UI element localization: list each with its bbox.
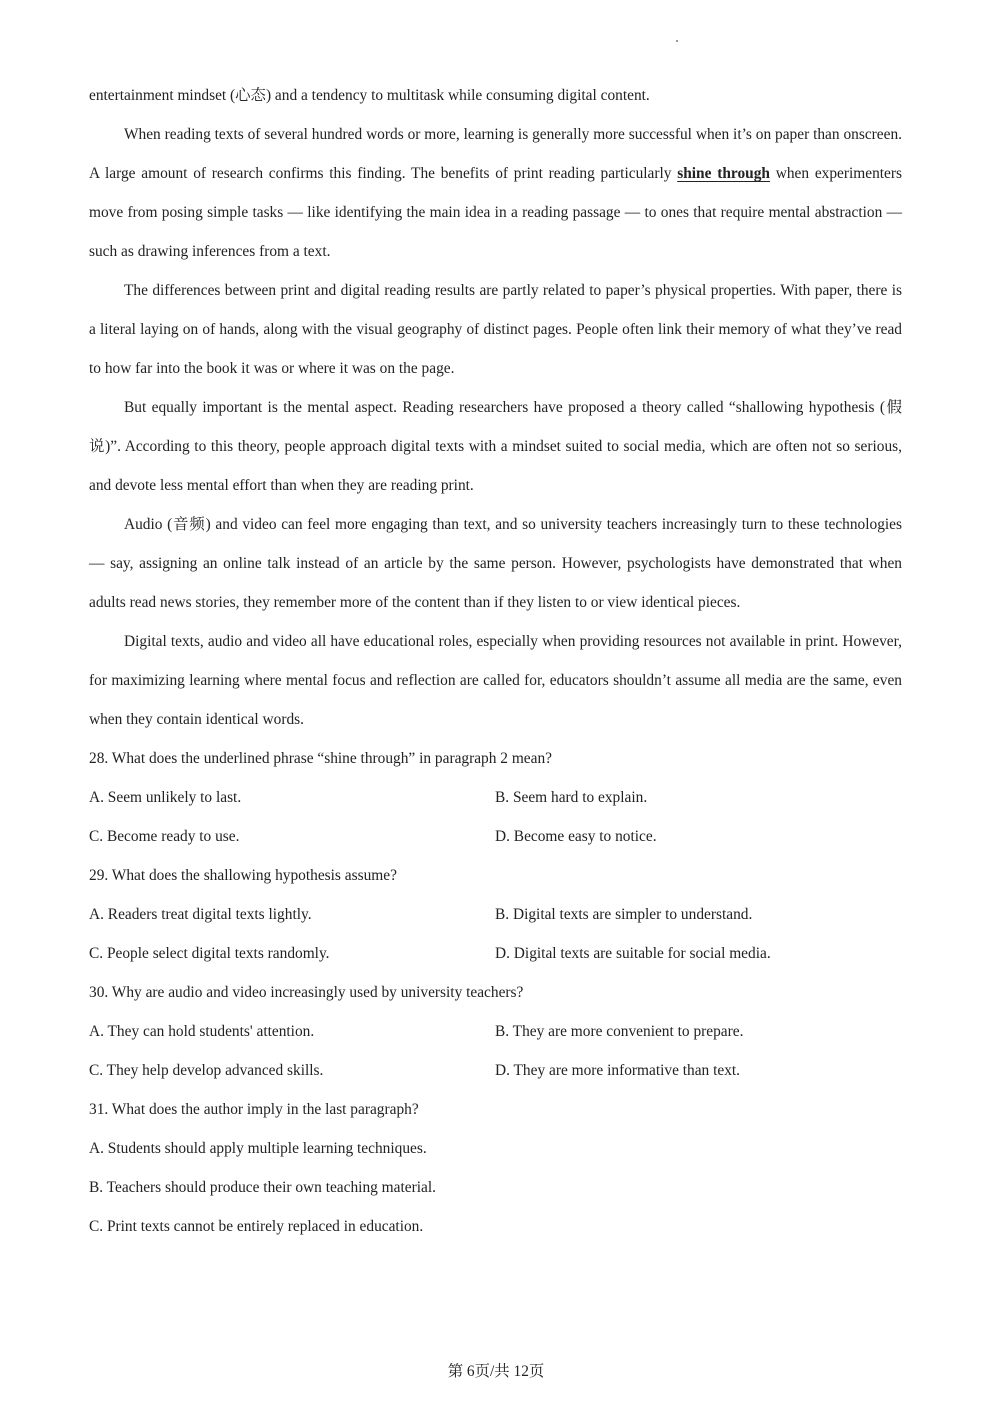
question-29-options-row-2 [89,934,902,973]
passage-paragraph-6: Digital texts, audio and video all have educational roles, especially when providing resources not available in print. However, for maximizing learning where mental focus and reflection are called for, educators shouldn’t assume all media are the same, even when they contain identical words. [89,633,902,728]
question-29-option-d: D. Digital texts are suitable for social media. [495,945,771,962]
scan-mark [676,40,678,42]
question-28-option-c: C. Become ready to use. [89,828,240,845]
question-31-option-c: C. Print texts cannot be entirely replaced in education. [89,1218,424,1235]
question-29-options-row-1 [89,895,902,934]
question-30-stem: 30. Why are audio and video increasingly used by university teachers? [89,984,524,1001]
passage-paragraph-5: Audio (音频) and video can feel more engaging than text, and so university teachers increasingly turn to these technologies — say, assigning an online talk instead of an article by the same person. However, psychologists have demonstrated that when adults read news stories, they remember more of the content than if they listen to or view identical pieces. [89,516,902,611]
page-number-footer: 第 6页/共 12页 [447,1363,545,1380]
question-31-stem: 31. What does the author imply in the last paragraph? [89,1101,419,1118]
question-30-option-d: D. They are more informative than text. [495,1062,741,1079]
question-28-stem: 28. What does the underlined phrase “shine through” in paragraph 2 mean? [89,750,552,767]
question-29-option-b: B. Digital texts are simpler to understand. [495,906,753,923]
question-28-option-d: D. Become easy to notice. [495,828,657,845]
question-30-option-b: B. They are more convenient to prepare. [495,1023,744,1040]
question-28-options-row-2 [89,817,902,856]
page-content [89,76,902,1246]
passage-paragraph-continued: entertainment mindset (心态) and a tendency to multitask while consuming digital content. [89,87,650,104]
question-28-options-row-1 [89,778,902,817]
question-30-option-c: C. They help develop advanced skills. [89,1062,324,1079]
question-30-options-row-1 [89,1012,902,1051]
question-29-stem: 29. What does the shallowing hypothesis assume? [89,867,397,884]
question-28-option-b: B. Seem hard to explain. [495,789,648,806]
passage-paragraph-2 [89,115,902,271]
question-29-option-a: A. Readers treat digital texts lightly. [89,906,312,923]
passage-paragraph-3: The differences between print and digital reading results are partly related to paper’s physical properties. With paper, there is a literal laying on of hands, along with the visual geography of distinct pages. People often link their memory of what they’ve read to how far into the book it was or where it was on the page. [89,282,902,377]
question-31-option-a: A. Students should apply multiple learning techniques. [89,1140,427,1157]
question-30-options-row-2 [89,1051,902,1090]
paragraph-2-text-after: when experimenters move from posing simple tasks — like identifying the main idea in a reading passage — to ones that require mental abstraction — such as drawing inferences from a text. [89,165,902,260]
question-29-option-c: C. People select digital texts randomly. [89,945,330,962]
paragraph-2-text-before: When reading texts of several hundred words or more, learning is generally more successful when it’s on paper than onscreen. A large amount of research confirms this finding. The benefits of print reading particularly [89,126,902,182]
question-28-option-a: A. Seem unlikely to last. [89,789,242,806]
question-31-option-b: B. Teachers should produce their own teaching material. [89,1179,436,1196]
underlined-phrase: shine through [677,165,770,182]
question-30-option-a: A. They can hold students' attention. [89,1023,315,1040]
passage-paragraph-4: But equally important is the mental aspect. Reading researchers have proposed a theory called “shallowing hypothesis (假说)”. According to this theory, people approach digital texts with a mindset suited to social media, which are often not so serious, and devote less mental effort than when they are reading print. [89,399,902,494]
